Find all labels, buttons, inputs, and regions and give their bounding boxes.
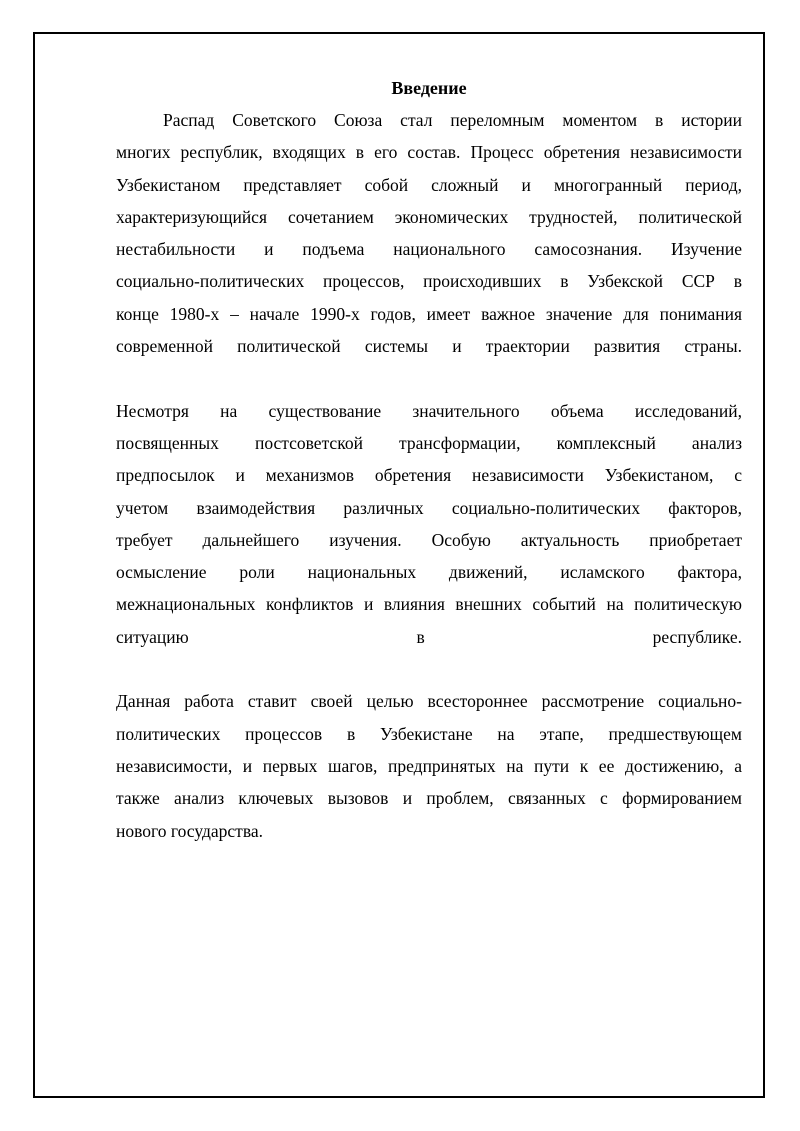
paragraph-line: ситуацию в республике. bbox=[116, 626, 742, 647]
paragraph-line: межнациональных конфликтов и влияния внешних событий на политическую bbox=[116, 594, 742, 615]
paragraph-gap bbox=[116, 362, 742, 394]
paragraph-line: также анализ ключевых вызовов и проблем, связанных с формированием bbox=[116, 788, 742, 809]
paragraph-line: Распад Советского Союза стал переломным моментом в истории bbox=[163, 110, 742, 130]
paragraph-line: нового государства. bbox=[116, 820, 263, 841]
paragraph-line: политических процессов в Узбекистане на этапе, предшествующем bbox=[116, 723, 742, 744]
paragraph-line: современной политической системы и траектории развития страны. bbox=[116, 336, 742, 357]
paragraph-line: посвященных постсоветской трансформации, комплексный анализ bbox=[116, 432, 742, 453]
document-body bbox=[116, 72, 742, 847]
paragraph-line: учетом взаимодействия различных социально-политических факторов, bbox=[116, 497, 742, 518]
paragraph-line: характеризующийся сочетанием экономических трудностей, политической bbox=[116, 206, 742, 227]
paragraph-line: Несмотря на существование значительного объема исследований, bbox=[116, 400, 742, 421]
paragraph-line: многих республик, входящих в его состав. Процесс обретения независимости bbox=[116, 142, 742, 163]
paragraph-line: Данная работа ставит своей целью всестороннее рассмотрение социально- bbox=[116, 691, 742, 712]
paragraph-line: конце 1980-х – начале 1990-х годов, имеет важное значение для понимания bbox=[116, 303, 742, 324]
paragraph-1 bbox=[116, 104, 742, 362]
paragraph-line: независимости, и первых шагов, предпринятых на пути к ее достижению, а bbox=[116, 755, 742, 776]
document-title: Введение bbox=[391, 78, 467, 98]
paragraph-line: нестабильности и подъема национального самосознания. Изучение bbox=[116, 239, 742, 260]
paragraph-gap bbox=[116, 653, 742, 685]
paragraph-2 bbox=[116, 395, 742, 653]
paragraph-line: предпосылок и механизмов обретения независимости Узбекистаном, с bbox=[116, 465, 742, 486]
paragraph-line: Узбекистаном представляет собой сложный и многогранный период, bbox=[116, 174, 742, 195]
paragraph-line: социально-политических процессов, происходивших в Узбекской ССР в bbox=[116, 271, 742, 292]
paragraph-3 bbox=[116, 685, 742, 846]
paragraph-line: требует дальнейшего изучения. Особую актуальность приобретает bbox=[116, 529, 742, 550]
paragraph-line: осмысление роли национальных движений, исламского фактора, bbox=[116, 562, 742, 583]
